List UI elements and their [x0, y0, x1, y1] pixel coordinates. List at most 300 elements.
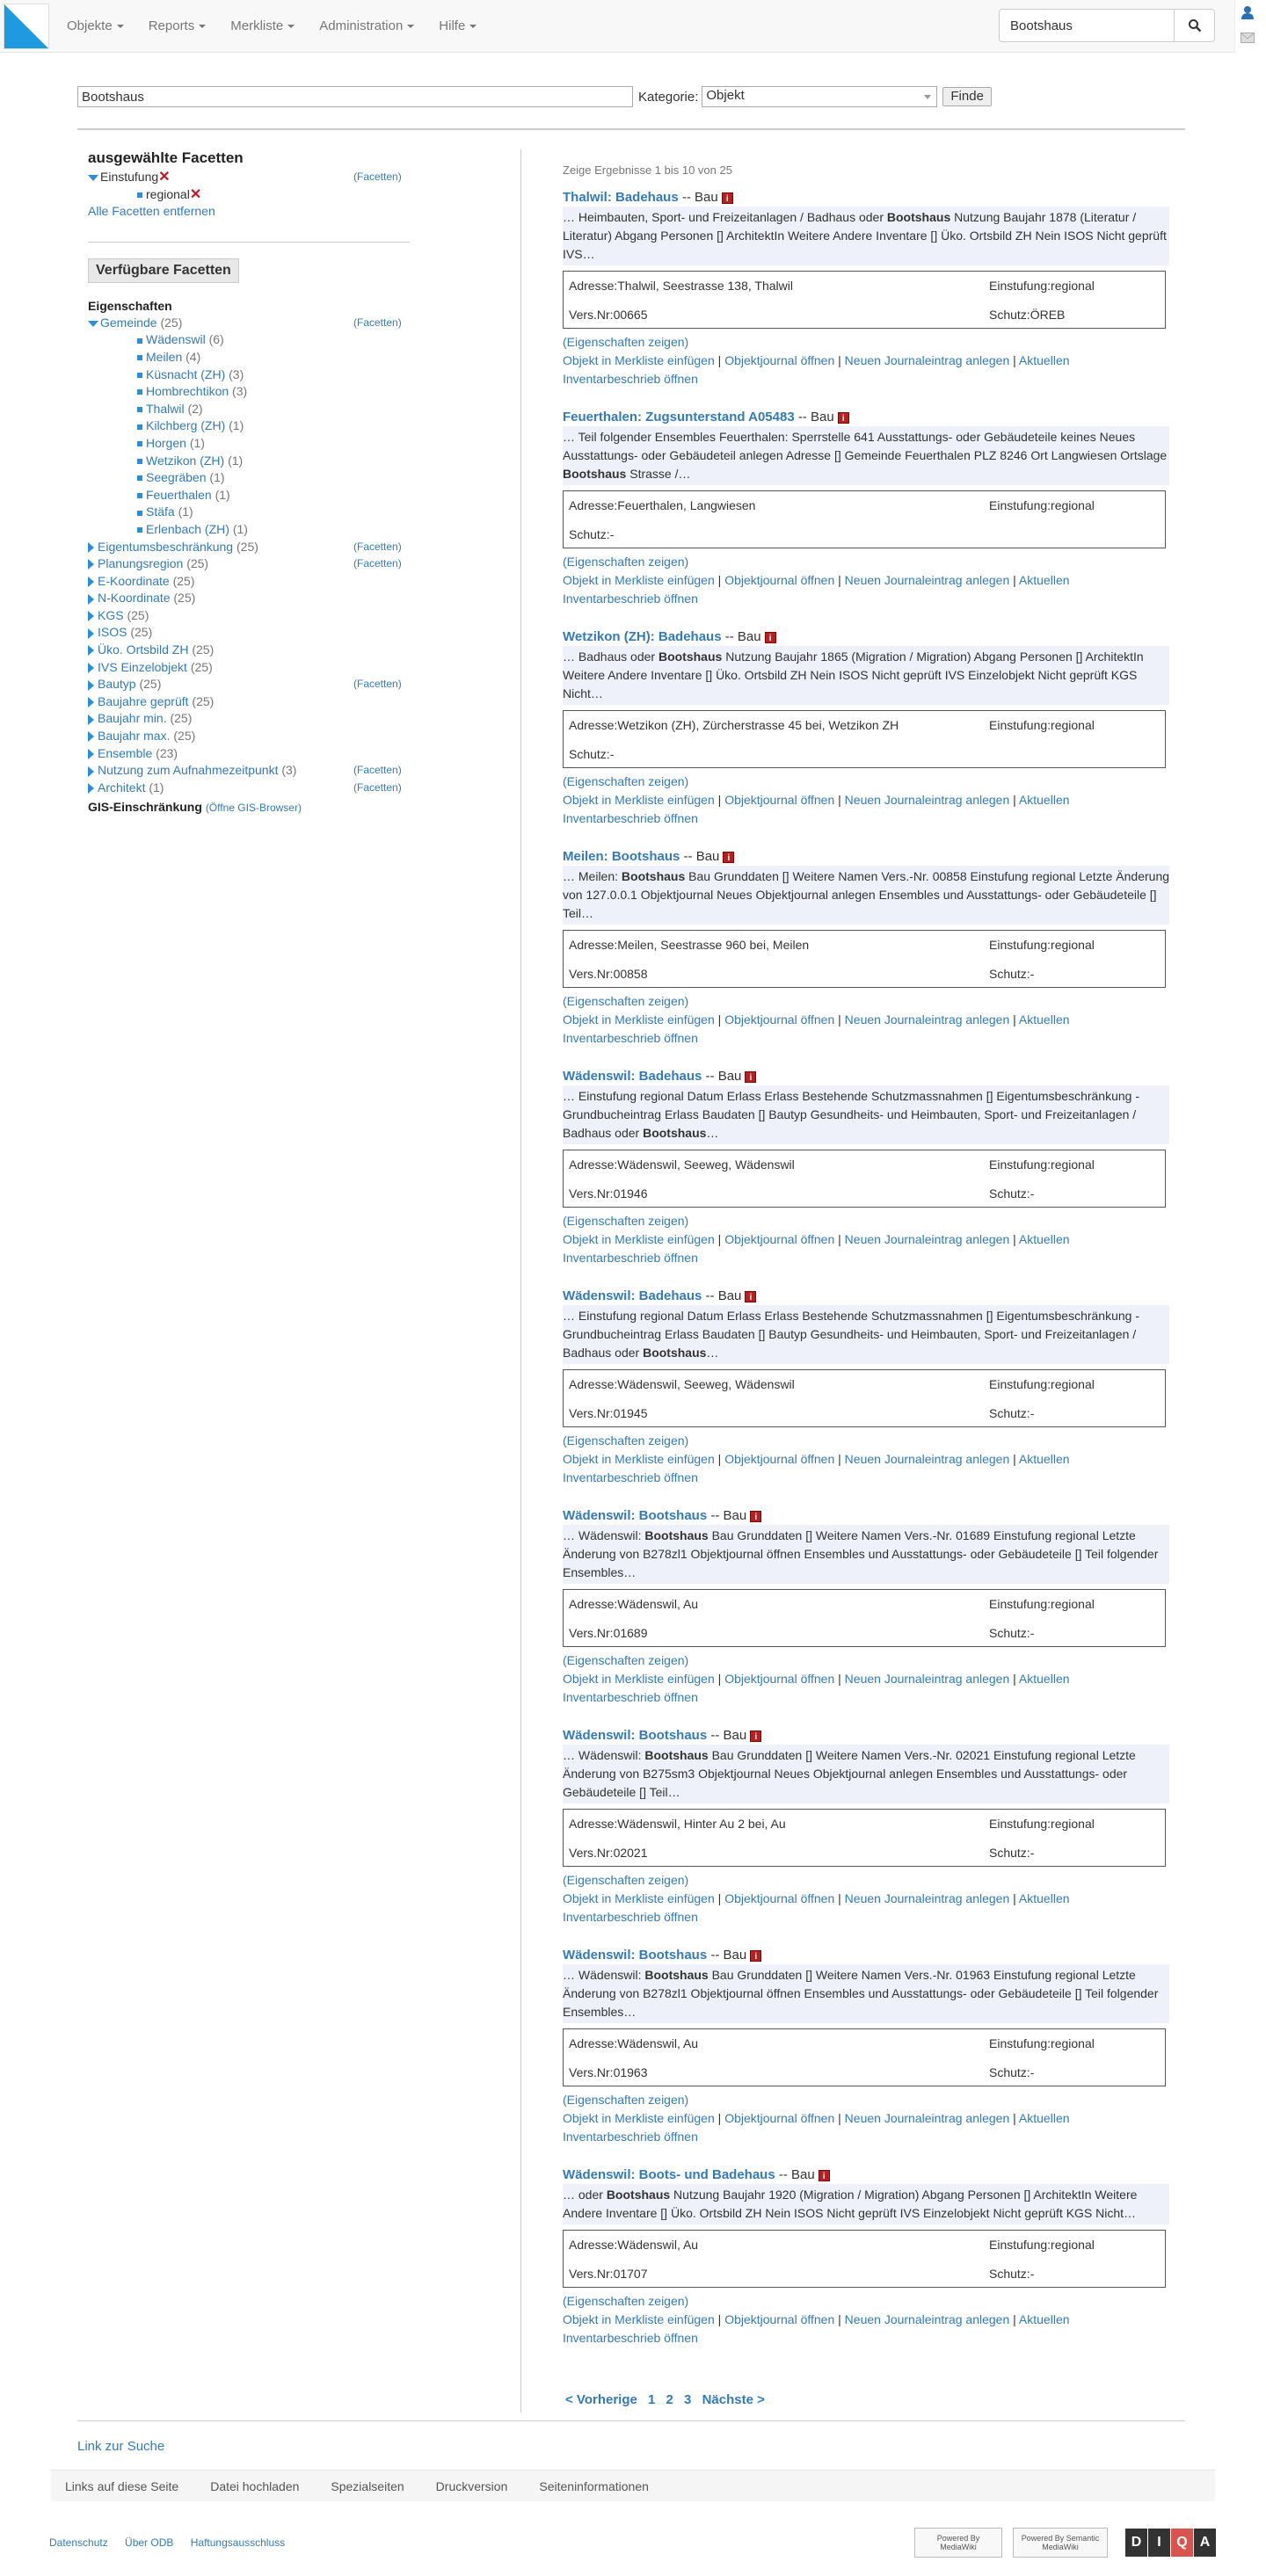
navbar-search-button[interactable] — [1175, 9, 1215, 42]
gemeinde-item — [88, 331, 413, 349]
add-to-list-link[interactable]: Objekt in Merkliste einfügen — [563, 353, 715, 367]
add-to-list-link[interactable]: Objekt in Merkliste einfügen — [563, 1891, 715, 1905]
result-actions — [563, 992, 1169, 1048]
expand-icon[interactable] — [88, 766, 94, 777]
property-einstufung: Einstufung:regional — [989, 2238, 1095, 2252]
add-to-list-link[interactable]: Objekt in Merkliste einfügen — [563, 2111, 715, 2125]
bullet-icon — [137, 355, 142, 360]
facet-gemeinde-link[interactable]: Gemeinde — [100, 315, 157, 330]
divider — [77, 2420, 1185, 2421]
page-link[interactable]: 3 — [684, 2392, 692, 2407]
new-journal-entry-link[interactable]: Neuen Journaleintrag anlegen — [844, 1672, 1010, 1686]
gemeinde-link[interactable]: Hombrechtikon — [146, 384, 229, 399]
result-title-link[interactable]: Wädenswil: Boots- und Badehaus — [563, 2167, 775, 2182]
info-icon[interactable]: i — [722, 192, 733, 204]
add-to-list-link[interactable]: Objekt in Merkliste einfügen — [563, 2312, 715, 2326]
result-type: -- Bau — [705, 1288, 742, 1303]
bullet-icon — [137, 407, 142, 412]
facets-link[interactable]: (Facetten) — [353, 678, 402, 691]
remove-icon[interactable]: ✕ — [158, 170, 171, 185]
show-properties-link[interactable]: (Eigenschaften zeigen) — [563, 994, 689, 1008]
add-to-list-link[interactable]: Objekt in Merkliste einfügen — [563, 1232, 715, 1246]
facet-item — [88, 539, 413, 556]
separator: | — [714, 2312, 725, 2326]
property-schutz: Schutz:- — [989, 2267, 1035, 2281]
expand-icon[interactable] — [88, 680, 94, 691]
open-journal-link[interactable]: Objektjournal öffnen — [724, 1012, 835, 1027]
separator: | — [714, 573, 725, 587]
footer-print-version[interactable]: Druckversion — [435, 2478, 508, 2493]
result-properties — [563, 271, 1166, 329]
property-vers-nr: Schutz:- — [569, 747, 615, 761]
result-title-link[interactable]: Thalwil: Badehaus — [563, 190, 679, 205]
property-schutz: Schutz:- — [989, 1846, 1035, 1860]
new-journal-entry-link[interactable]: Neuen Journaleintrag anlegen — [844, 1891, 1010, 1905]
facet-link[interactable]: Ensemble — [98, 745, 153, 760]
separator: | — [1009, 1232, 1019, 1246]
mediawiki-badge[interactable] — [914, 2528, 1002, 2558]
separator: | — [834, 1672, 845, 1686]
bullet-icon — [137, 459, 142, 464]
facet-link[interactable]: Baujahr min. — [98, 711, 167, 726]
result-title-link[interactable]: Wädenswil: Badehaus — [563, 1069, 702, 1084]
separator: | — [834, 793, 845, 807]
selected-facet-label: Einstufung — [100, 170, 159, 184]
result-title-link[interactable]: Wädenswil: Bootshaus — [563, 1948, 708, 1963]
footer-links — [49, 2536, 299, 2549]
open-description-link[interactable]: Aktuellen Inventarbeschrieb öffnen — [563, 1672, 1070, 1704]
menu-administration[interactable] — [307, 0, 426, 53]
bullet-icon — [137, 192, 142, 198]
search-highlight: Bootshaus — [606, 2188, 671, 2202]
menu-reports-label: Reports — [148, 18, 195, 33]
result-title-link[interactable]: Wädenswil: Bootshaus — [563, 1508, 708, 1523]
snippet-text: … Heimbauten, Sport- und Freizeitanlagen / Badhaus oder — [563, 210, 887, 224]
column-divider — [520, 149, 521, 2413]
open-description-link[interactable]: Aktuellen Inventarbeschrieb öffnen — [563, 2312, 1070, 2345]
find-button[interactable]: Finde — [942, 87, 992, 106]
property-einstufung: Einstufung:regional — [989, 1597, 1095, 1611]
footer-links-here[interactable]: Links auf diese Seite — [65, 2478, 179, 2493]
property-address: Adresse:Wädenswil, Seeweg, Wädenswil — [569, 1377, 795, 1391]
footer-upload-file[interactable]: Datei hochladen — [210, 2478, 300, 2493]
separator: | — [1009, 573, 1019, 587]
new-journal-entry-link[interactable]: Neuen Journaleintrag anlegen — [844, 353, 1010, 367]
facets-link[interactable]: (Facetten) — [353, 316, 402, 329]
facets-link[interactable]: (Facetten) — [353, 764, 402, 777]
menu-hilfe-label: Hilfe — [439, 18, 466, 33]
mail-icon[interactable] — [1241, 33, 1255, 43]
property-address: Adresse:Wetzikon (ZH), Zürcherstrasse 45 bei, Wetzikon ZH — [569, 718, 899, 732]
separator: | — [714, 793, 725, 807]
caret-down-icon — [199, 25, 206, 28]
facet-count: (1) — [149, 780, 164, 795]
search-result — [563, 409, 1169, 628]
new-journal-entry-link[interactable]: Neuen Journaleintrag anlegen — [844, 2111, 1010, 2125]
gemeinde-link[interactable]: Kilchberg (ZH) — [146, 418, 226, 433]
bullet-icon — [137, 424, 142, 430]
bullet-icon — [137, 527, 142, 533]
facet-count: (3) — [229, 366, 244, 381]
search-highlight: Bootshaus — [563, 467, 627, 481]
gemeinde-item — [88, 453, 413, 470]
facet-count: (1) — [229, 418, 244, 433]
diqa-letter: Q — [1171, 2529, 1193, 2557]
snippet-text: Bau Grunddaten [] Weitere Namen Vers.-Nr. 01689 Einstufung regional Letzte Änderung von B278zl1 Objektjournal öffnen Ensembles und Ausstattungs- oder Gebäudeteile [] Teil folgender Ensembles… — [563, 1528, 1159, 1579]
new-journal-entry-link[interactable]: Neuen Journaleintrag anlegen — [844, 573, 1010, 587]
info-icon[interactable]: i — [819, 2170, 830, 2181]
show-properties-link[interactable]: (Eigenschaften zeigen) — [563, 335, 689, 349]
property-schutz: Schutz:- — [989, 2065, 1035, 2079]
open-journal-link[interactable]: Objektjournal öffnen — [724, 573, 835, 587]
info-icon[interactable]: i — [838, 412, 849, 424]
available-facets-title: Verfügbare Facetten — [88, 258, 239, 283]
gemeinde-link[interactable]: Erlenbach (ZH) — [146, 521, 229, 536]
expand-icon[interactable] — [88, 628, 94, 639]
add-to-list-link[interactable]: Objekt in Merkliste einfügen — [563, 1012, 715, 1027]
menu-merkliste[interactable] — [218, 0, 307, 53]
open-journal-link[interactable]: Objektjournal öffnen — [724, 793, 835, 807]
add-to-list-link[interactable]: Objekt in Merkliste einfügen — [563, 1672, 715, 1686]
result-snippet — [563, 1745, 1169, 1803]
gis-filter — [88, 800, 413, 814]
open-description-link[interactable]: Aktuellen Inventarbeschrieb öffnen — [563, 793, 1070, 825]
open-journal-link[interactable]: Objektjournal öffnen — [724, 1232, 835, 1246]
property-vers-nr: Vers.Nr:01689 — [569, 1626, 648, 1640]
info-icon[interactable]: i — [745, 1291, 756, 1303]
property-einstufung: Einstufung:regional — [989, 938, 1095, 952]
new-journal-entry-link[interactable]: Neuen Journaleintrag anlegen — [844, 2312, 1010, 2326]
smw-badge-label: Powered By Semantic MediaWiki — [1021, 2534, 1100, 2551]
result-title — [563, 1947, 1169, 1963]
facet-count: (3) — [281, 763, 297, 778]
search-highlight: Bootshaus — [658, 649, 723, 664]
diqa-letter: A — [1194, 2529, 1216, 2557]
gemeinde-link[interactable]: Wetzikon (ZH) — [146, 453, 225, 468]
result-properties — [563, 1589, 1166, 1647]
show-properties-link[interactable]: (Eigenschaften zeigen) — [563, 2294, 689, 2308]
info-icon[interactable]: i — [750, 1731, 761, 1742]
disclaimer-link[interactable]: Haftungsausschluss — [190, 2536, 286, 2549]
gis-browser-link[interactable]: (Öffne GIS-Browser) — [205, 802, 302, 815]
caret-down-icon — [469, 25, 477, 28]
new-journal-entry-link[interactable]: Neuen Journaleintrag anlegen — [844, 1012, 1010, 1027]
info-icon[interactable]: i — [750, 1950, 761, 1962]
facet-link[interactable]: ISOS — [98, 625, 127, 640]
gemeinde-link[interactable]: Thalwil — [146, 401, 185, 416]
gemeinde-link[interactable]: Küsnacht (ZH) — [146, 366, 226, 381]
open-description-link[interactable]: Aktuellen Inventarbeschrieb öffnen — [563, 353, 1070, 386]
collapse-icon[interactable] — [88, 175, 98, 181]
new-journal-entry-link[interactable]: Neuen Journaleintrag anlegen — [844, 793, 1010, 807]
facet-item — [88, 745, 413, 763]
remove-all-facets-link[interactable]: Alle Facetten entfernen — [88, 204, 215, 219]
search-highlight: Bootshaus — [886, 210, 951, 224]
snippet-text: … oder — [563, 2188, 607, 2202]
search-result — [563, 189, 1169, 409]
search-highlight: Bootshaus — [621, 869, 686, 883]
facet-item — [88, 573, 413, 591]
result-snippet — [563, 426, 1169, 485]
result-title — [563, 409, 1169, 425]
facet-link[interactable]: Planungsregion — [98, 556, 184, 571]
expand-icon[interactable] — [88, 731, 94, 742]
result-title-link[interactable]: Meilen: Bootshaus — [563, 849, 680, 864]
main-menu — [55, 0, 489, 53]
add-to-list-link[interactable]: Objekt in Merkliste einfügen — [563, 793, 715, 807]
facet-link[interactable]: Eigentumsbeschränkung — [98, 539, 234, 554]
facet-item — [88, 659, 413, 677]
open-journal-link[interactable]: Objektjournal öffnen — [724, 1891, 835, 1905]
category-select[interactable] — [702, 86, 937, 107]
result-title — [563, 189, 1169, 206]
gemeinde-item — [88, 417, 413, 435]
facet-item — [88, 555, 413, 573]
show-properties-link[interactable]: (Eigenschaften zeigen) — [563, 1433, 689, 1448]
separator: | — [1009, 2312, 1019, 2326]
selected-facet — [88, 169, 413, 186]
expand-icon[interactable] — [88, 611, 94, 621]
result-title-link[interactable]: Feuerthalen: Zugsunterstand A05483 — [563, 410, 795, 424]
expand-icon[interactable] — [88, 594, 94, 605]
expand-icon[interactable] — [88, 577, 94, 587]
bullet-icon — [137, 493, 142, 498]
snippet-text: Bau Grunddaten [] Weitere Namen Vers.-Nr. 00858 Einstufung regional Letzte Änderung von 127.0.0.1 Objektjournal Neues Objektjournal anlegen Ensembles und Ausstattungs- oder Gebäudeteile [] Teil… — [563, 869, 1170, 920]
show-properties-link[interactable]: (Eigenschaften zeigen) — [563, 2093, 689, 2107]
diqa-letter: I — [1148, 2529, 1170, 2557]
facet-link[interactable]: N-Koordinate — [98, 591, 171, 606]
result-snippet — [563, 1964, 1169, 2023]
navbar-search-input[interactable] — [999, 9, 1175, 42]
property-vers-nr: Vers.Nr:01707 — [569, 2267, 648, 2281]
facet-link[interactable]: Nutzung zum Aufnahmezeitpunkt — [98, 763, 279, 778]
site-logo[interactable] — [4, 4, 49, 49]
facet-link[interactable]: Bautyp — [98, 677, 136, 692]
result-properties — [563, 1150, 1166, 1208]
open-description-link[interactable]: Aktuellen Inventarbeschrieb öffnen — [563, 1232, 1070, 1265]
open-description-link[interactable]: Aktuellen Inventarbeschrieb öffnen — [563, 1452, 1070, 1484]
open-description-link[interactable]: Aktuellen Inventarbeschrieb öffnen — [563, 2111, 1070, 2144]
property-einstufung: Einstufung:regional — [989, 1377, 1095, 1391]
result-snippet — [563, 1525, 1169, 1584]
bullet-icon — [137, 511, 142, 516]
show-properties-link[interactable]: (Eigenschaften zeigen) — [563, 1653, 689, 1667]
facet-link[interactable]: Üko. Ortsbild ZH — [98, 642, 189, 657]
facet-item — [88, 642, 413, 659]
facet-link[interactable]: IVS Einzelobjekt — [98, 659, 187, 674]
property-address: Adresse:Wädenswil, Seeweg, Wädenswil — [569, 1157, 795, 1172]
facets-link[interactable]: (Facetten) — [353, 780, 402, 794]
selected-facet-value — [88, 186, 413, 204]
snippet-text: … Badhaus oder — [563, 649, 658, 664]
open-description-link[interactable]: Aktuellen Inventarbeschrieb öffnen — [563, 573, 1070, 606]
separator: | — [714, 1672, 725, 1686]
add-to-list-link[interactable]: Objekt in Merkliste einfügen — [563, 573, 715, 587]
show-properties-link[interactable]: (Eigenschaften zeigen) — [563, 774, 689, 788]
gemeinde-item — [88, 401, 413, 418]
prev-page-link[interactable]: < Vorherige — [565, 2392, 637, 2407]
expand-icon[interactable] — [88, 783, 94, 794]
page-link[interactable]: 1 — [648, 2392, 656, 2407]
separator: | — [714, 1452, 725, 1466]
footer-page-info[interactable]: Seiteninformationen — [539, 2478, 649, 2493]
add-to-list-link[interactable]: Objekt in Merkliste einfügen — [563, 1452, 715, 1466]
menu-objekte[interactable] — [55, 0, 136, 53]
query-input[interactable] — [77, 86, 633, 107]
facet-link[interactable]: KGS — [98, 607, 124, 622]
result-type: -- Bau — [724, 629, 761, 644]
facet-count: (1) — [215, 487, 230, 502]
new-journal-entry-link[interactable]: Neuen Journaleintrag anlegen — [844, 1452, 1010, 1466]
footer-special-pages[interactable]: Spezialseiten — [331, 2478, 404, 2493]
result-title — [563, 1507, 1169, 1524]
category-value: Objekt — [706, 88, 745, 103]
property-einstufung: Einstufung:regional — [989, 718, 1095, 732]
privacy-link[interactable]: Datenschutz — [49, 2536, 108, 2549]
result-title-link[interactable]: Wädenswil: Bootshaus — [563, 1728, 708, 1743]
expand-icon[interactable] — [88, 542, 94, 553]
link-to-search[interactable]: Link zur Suche — [77, 2439, 165, 2454]
open-description-link[interactable]: Aktuellen Inventarbeschrieb öffnen — [563, 1012, 1070, 1045]
info-icon[interactable]: i — [765, 632, 776, 643]
result-actions — [563, 1212, 1169, 1267]
new-journal-entry-link[interactable]: Neuen Journaleintrag anlegen — [844, 1232, 1010, 1246]
separator: | — [1009, 1672, 1019, 1686]
open-journal-link[interactable]: Objektjournal öffnen — [724, 2111, 835, 2125]
gemeinde-link[interactable]: Feuerthalen — [146, 487, 212, 502]
show-properties-link[interactable]: (Eigenschaften zeigen) — [563, 1214, 689, 1228]
property-address: Adresse:Meilen, Seestrasse 960 bei, Meilen — [569, 938, 810, 952]
expand-icon[interactable] — [88, 715, 94, 725]
property-einstufung: Einstufung:regional — [989, 1157, 1095, 1172]
open-journal-link[interactable]: Objektjournal öffnen — [724, 1672, 835, 1686]
open-journal-link[interactable]: Objektjournal öffnen — [724, 2312, 835, 2326]
open-journal-link[interactable]: Objektjournal öffnen — [724, 353, 835, 367]
diqa-letter: D — [1125, 2529, 1147, 2557]
snippet-text: Bau Grunddaten [] Weitere Namen Vers.-Nr. 02021 Einstufung regional Letzte Änderung von B275sm3 Objektjournal Neues Objektjournal anlegen Ensembles und Ausstattungs- oder Gebäudeteile [] Teil… — [563, 1748, 1136, 1799]
user-icon[interactable] — [1241, 5, 1255, 19]
info-icon[interactable]: i — [723, 852, 734, 863]
gemeinde-item — [88, 435, 413, 453]
powered-by-badges — [914, 2528, 1217, 2558]
result-actions — [563, 2091, 1169, 2146]
facet-count: (25) — [160, 315, 183, 330]
search-icon — [1188, 18, 1202, 33]
sidebar-divider — [88, 242, 410, 243]
result-snippet — [563, 1085, 1169, 1144]
separator: | — [1009, 2111, 1019, 2125]
info-icon[interactable]: i — [750, 1511, 761, 1522]
separator: | — [834, 1232, 845, 1246]
footer-toolbar — [51, 2470, 1215, 2501]
gemeinde-link[interactable]: Horgen — [146, 435, 186, 450]
facet-link[interactable]: Baujahre geprüft — [98, 693, 189, 708]
gemeinde-link[interactable]: Meilen — [146, 349, 183, 364]
page-link[interactable]: 2 — [666, 2392, 673, 2407]
expand-icon[interactable] — [88, 645, 94, 656]
separator: | — [834, 1891, 845, 1905]
result-actions — [563, 1871, 1169, 1927]
separator: | — [714, 1891, 725, 1905]
property-einstufung: Einstufung:regional — [989, 279, 1095, 293]
selected-value-label: regional — [146, 186, 190, 201]
about-link[interactable]: Über ODB — [125, 2536, 174, 2549]
result-properties — [563, 2230, 1166, 2288]
expand-icon[interactable] — [88, 663, 94, 673]
snippet-text: … — [706, 1126, 719, 1140]
facet-count: (25) — [172, 573, 195, 588]
expand-icon[interactable] — [88, 749, 94, 759]
gemeinde-item — [88, 366, 413, 384]
facet-count: (3) — [232, 384, 248, 399]
separator: | — [714, 1012, 725, 1027]
facet-count: (25) — [190, 659, 213, 674]
open-description-link[interactable]: Aktuellen Inventarbeschrieb öffnen — [563, 1891, 1070, 1924]
next-page-link[interactable]: Nächste > — [702, 2392, 765, 2407]
smw-badge[interactable] — [1013, 2528, 1108, 2558]
bullet-icon — [137, 441, 142, 446]
expand-icon[interactable] — [88, 697, 94, 707]
result-actions — [563, 333, 1169, 388]
gemeinde-link[interactable]: Seegräben — [146, 470, 207, 485]
gemeinde-values — [88, 331, 413, 538]
separator: | — [1009, 1012, 1019, 1027]
search-form — [77, 86, 992, 107]
facet-link[interactable]: Baujahr max. — [98, 729, 171, 744]
open-journal-link[interactable]: Objektjournal öffnen — [724, 1452, 835, 1466]
menu-hilfe[interactable] — [426, 0, 489, 53]
facet-link[interactable]: Architekt — [98, 780, 146, 795]
snippet-text: … Teil folgender Ensembles Feuerthalen: Sperrstelle 641 Ausstattungs- oder Gebäudeteile keines Neues Ausstattungs- oder Gebäudeteil anlegen Adresse [] Gemeinde Feuerthalen PLZ 8246 Ort Langwiesen Ortslage — [563, 430, 1168, 462]
gemeinde-link[interactable]: Wädenswil — [146, 332, 206, 347]
facet-list — [88, 539, 413, 797]
facet-item — [88, 607, 413, 625]
property-vers-nr: Vers.Nr:01945 — [569, 1406, 648, 1420]
search-result — [563, 1727, 1169, 1947]
result-actions — [563, 1432, 1169, 1487]
facet-count: (25) — [173, 729, 196, 744]
result-actions — [563, 773, 1169, 828]
result-snippet — [563, 1305, 1169, 1364]
facet-item — [88, 780, 413, 797]
separator: | — [714, 2111, 725, 2125]
result-type: -- Bau — [710, 1728, 747, 1743]
result-type: -- Bau — [683, 849, 720, 864]
separator: | — [834, 2111, 845, 2125]
remove-icon[interactable]: ✕ — [189, 186, 202, 202]
menu-reports[interactable] — [136, 0, 219, 53]
show-properties-link[interactable]: (Eigenschaften zeigen) — [563, 555, 689, 569]
gemeinde-link[interactable]: Stäfa — [146, 504, 175, 519]
property-vers-nr: Schutz:- — [569, 527, 615, 541]
expand-icon[interactable] — [88, 559, 94, 570]
property-address: Adresse:Feuerthalen, Langwiesen — [569, 498, 756, 512]
facets-link[interactable]: (Facetten) — [353, 171, 402, 183]
facet-link[interactable]: E-Koordinate — [98, 573, 170, 588]
result-title-link[interactable]: Wetzikon (ZH): Badehaus — [563, 629, 722, 644]
separator: | — [834, 1452, 845, 1466]
result-properties — [563, 930, 1166, 988]
show-properties-link[interactable]: (Eigenschaften zeigen) — [563, 1873, 689, 1887]
result-title-link[interactable]: Wädenswil: Badehaus — [563, 1288, 702, 1303]
result-properties — [563, 710, 1166, 768]
snippet-text: … Meilen: — [563, 869, 622, 883]
diqa-logo[interactable] — [1125, 2529, 1217, 2557]
facets-link[interactable]: (Facetten) — [353, 557, 402, 570]
facets-link[interactable]: (Facetten) — [353, 540, 402, 553]
collapse-icon[interactable] — [88, 321, 98, 327]
info-icon[interactable]: i — [745, 1071, 756, 1083]
